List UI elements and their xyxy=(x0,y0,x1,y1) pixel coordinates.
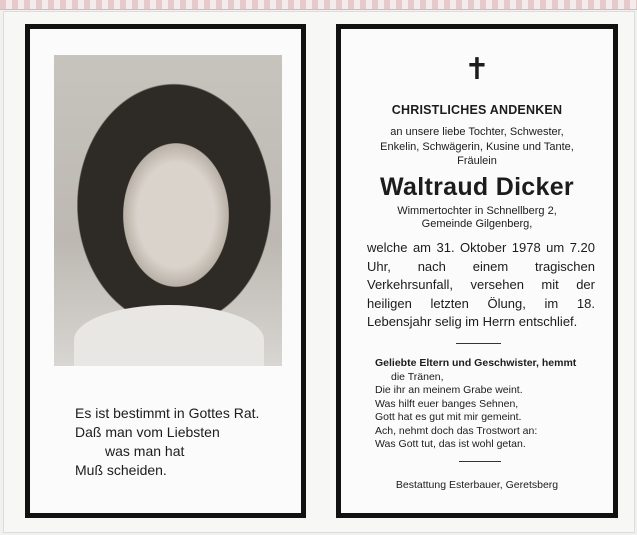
portrait-collar xyxy=(74,305,264,366)
right-panel xyxy=(336,24,618,518)
right-poem-line: Ach, nehmt doch das Trostwort an: xyxy=(375,424,538,437)
right-poem-line: Was hilft euer banges Sehnen, xyxy=(375,397,519,410)
left-poem xyxy=(75,404,295,480)
left-poem-line: Daß man vom Liebsten xyxy=(75,424,220,440)
origin-line: Gemeinde Gilgenberg, xyxy=(421,218,533,230)
origin-text xyxy=(341,205,613,231)
left-poem-line: was man hat xyxy=(105,443,185,459)
origin-line: Wimmertochter in Schnellberg 2, xyxy=(397,205,557,217)
left-poem-line: Es ist bestimmt in Gottes Rat. xyxy=(75,405,260,421)
divider xyxy=(459,461,501,462)
funeral-home: Bestattung Esterbauer, Geretsberg xyxy=(395,479,559,491)
intro-line: Enkelin, Schwägerin, Kusine und Tante, xyxy=(380,140,574,153)
intro-text xyxy=(341,125,613,169)
intro-line: Fräulein xyxy=(457,155,497,167)
right-poem-line: Die ihr an meinem Grabe weint. xyxy=(375,384,523,396)
card-heading: CHRISTLICHES ANDENKEN xyxy=(391,103,563,117)
portrait-photo xyxy=(54,55,282,366)
death-notice-text: welche am 31. Oktober 1978 um 7.20 Uhr, nach einem tragischen Verkehrsunfall, versehen mit der heiligen letzten Ölung, im 18. Lebensjahr selig im Herrn entschlief. xyxy=(367,240,595,329)
left-panel xyxy=(25,24,306,518)
right-poem-line: Geliebte Eltern und Geschwister, hemmt xyxy=(375,357,577,369)
cross-icon: ✝ xyxy=(464,52,490,87)
right-poem-line: Was Gott tut, das ist wohl getan. xyxy=(375,438,526,450)
divider xyxy=(456,343,501,344)
right-poem-line: die Tränen, xyxy=(391,370,444,383)
intro-line: an unsere liebe Tochter, Schwester, xyxy=(390,126,564,138)
right-poem xyxy=(375,357,600,452)
left-poem-line: Muß scheiden. xyxy=(75,462,167,478)
scan-top-edge xyxy=(0,0,637,10)
deceased-name: Waltraud Dicker xyxy=(380,173,574,201)
right-poem-line: Gott hat es gut mit mir gemeint. xyxy=(375,411,522,423)
